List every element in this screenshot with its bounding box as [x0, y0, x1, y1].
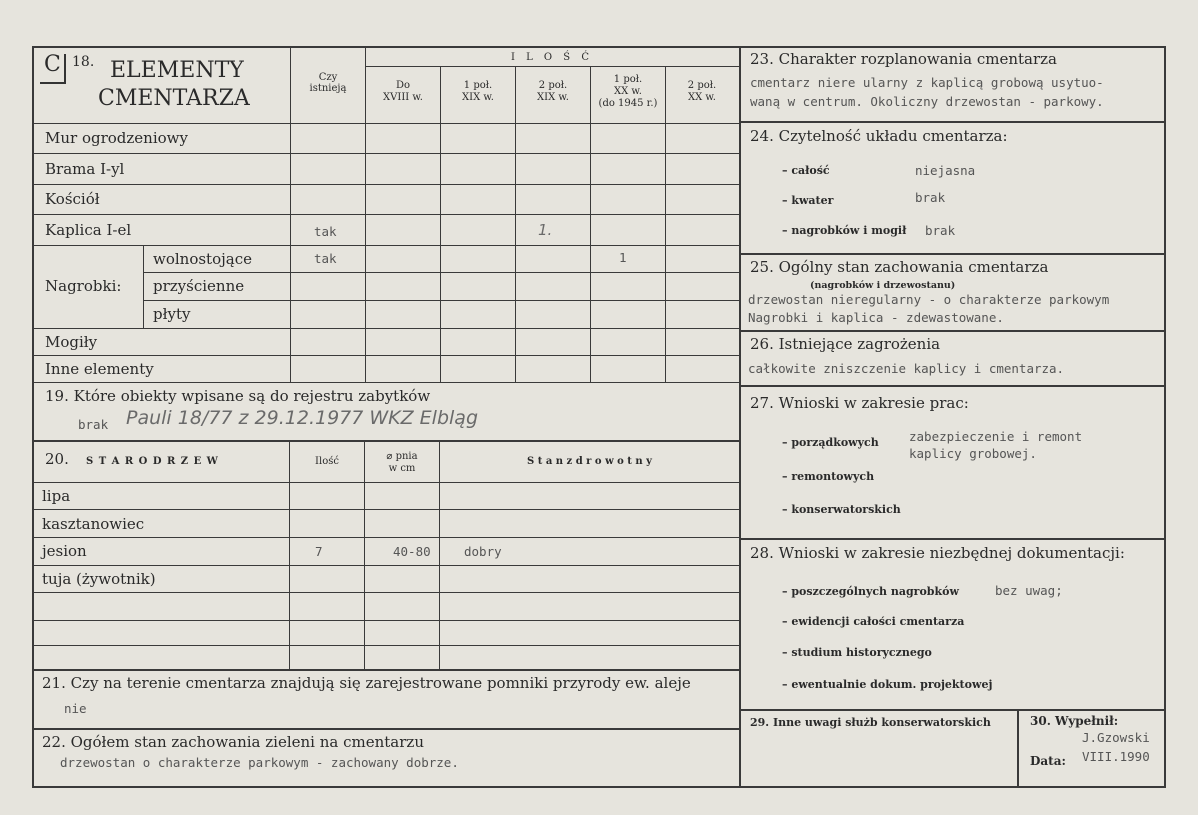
col-2pol-xx-2: XX w.	[688, 92, 716, 103]
s18-hline	[32, 355, 739, 356]
s25-line-2: Nagrobki i kaplica - zdewastowane.	[748, 310, 1004, 325]
s20-hline	[32, 482, 739, 483]
s24-bottom	[740, 253, 1165, 255]
s19-bottom	[32, 440, 740, 442]
s19-label: 19. Które obiekty wpisane są do rejestru zabytków	[45, 387, 431, 405]
row-kaplica: Kaplica I-el	[45, 221, 132, 239]
col-do-xviii-1: Do	[395, 80, 411, 91]
s20-col-ilosc: Ilość	[315, 456, 339, 467]
s20-hline	[32, 645, 739, 646]
col-czy-2: istnieją	[309, 83, 347, 94]
row-mogily: Mogiły	[45, 333, 98, 351]
row-plyty: płyty	[153, 305, 191, 323]
s24-val-kwater: brak	[915, 190, 946, 205]
row-wolnostojace: wolnostojące	[153, 250, 252, 268]
s27-bottom	[740, 538, 1165, 540]
s28-bottom	[740, 709, 1165, 711]
s18-hline	[143, 272, 739, 273]
s28-value-1: bez uwag;	[995, 583, 1063, 598]
s20-col-pien-1: ⌀ pnia	[386, 451, 418, 462]
s25-bottom	[740, 330, 1165, 332]
s18-vline	[665, 66, 666, 382]
s18-ilosc-line	[365, 66, 739, 67]
s28-item-projektowej: – ewentualnie dokum. projektowej	[782, 678, 993, 691]
frame-top	[32, 46, 1166, 48]
s22-value: drzewostan o charakterze parkowym - zachowany dobrze.	[60, 755, 459, 770]
wolno-czy-value: tak	[314, 251, 337, 266]
tree-row-kasztanowiec: kasztanowiec	[42, 515, 145, 533]
col-1pol-xx-3: (do 1945 r.)	[598, 98, 658, 109]
s18-hline	[143, 300, 739, 301]
s20-col-pien-2: w cm	[388, 463, 416, 474]
kaplica-czy-value: tak	[314, 224, 337, 239]
s24-item-kwater: – kwater	[782, 194, 834, 207]
s20-col-stan: S t a n z d r o w o t n y	[527, 456, 652, 467]
jesion-ilosc: 7	[315, 544, 323, 559]
s18-hline	[32, 123, 739, 124]
col-czy-1: Czy	[318, 72, 338, 83]
s18-hline	[32, 153, 739, 154]
s28-item-ewidencji: – ewidencji całości cmentarza	[782, 615, 965, 628]
kaplica-2pol19-value: 1.	[538, 221, 553, 239]
s27-label: 27. Wnioski w zakresie prac:	[750, 394, 969, 412]
s26-label: 26. Istniejące zagrożenia	[750, 335, 941, 353]
col-1pol-xx-1: 1 poł.	[613, 74, 643, 85]
s23-line-1: cmentarz niere ularny z kaplicą grobową usytuo-	[750, 75, 1104, 90]
jesion-pien: 40-80	[393, 544, 431, 559]
tree-row-tuja: tuja (żywotnik)	[42, 570, 156, 588]
s18-vline	[440, 66, 441, 382]
s26-value: całkowite zniszczenie kaplicy i cmentarza.	[748, 361, 1065, 376]
s23-bottom	[740, 121, 1165, 123]
wolno-1pol20-value: 1	[619, 250, 627, 265]
col-2pol-xix-1: 2 poł.	[538, 80, 568, 91]
col-2pol-xix-2: XIX w.	[537, 92, 569, 103]
s20-vline	[439, 440, 440, 669]
row-kosciol: Kościół	[45, 190, 100, 208]
s24-val-nagrobkow: brak	[925, 223, 956, 238]
s20-hline	[32, 620, 739, 621]
center-divider	[739, 46, 741, 788]
s21-label: 21. Czy na terenie cmentarza znajdują się zarejestrowane pomniki przyrody ew. aleje	[42, 674, 691, 692]
s21-value: nie	[64, 701, 87, 716]
s27-value-2: kaplicy grobowej.	[909, 446, 1037, 461]
s30-label: 30. Wypełnił:	[1030, 714, 1119, 728]
s18-nagrobki-vline	[143, 245, 144, 328]
row-mur: Mur ogrodzeniowy	[45, 129, 188, 147]
s30-name: J.Gzowski	[1082, 730, 1150, 745]
frame-right	[1164, 46, 1166, 788]
s24-label: 24. Czytelność układu cmentarza:	[750, 127, 1008, 145]
frame-left	[32, 46, 34, 788]
col-1pol-xx-2: XX w.	[614, 86, 642, 97]
s30-date-label: Data:	[1030, 754, 1066, 768]
s28-item-nagrobkow: – poszczególnych nagrobków	[782, 585, 959, 598]
section-letter: C	[44, 52, 61, 77]
col-ilosc: I L O Ś Ć	[510, 52, 593, 63]
s29-s30-divider	[1017, 709, 1019, 788]
s20-number: 20.	[45, 450, 69, 468]
s18-vline	[515, 66, 516, 382]
s20-bottom	[32, 669, 740, 671]
s19-typed-value: brak	[78, 417, 109, 432]
s25-line-1: drzewostan nieregularny - o charakterze parkowym	[748, 292, 1110, 307]
tree-row-jesion: jesion	[42, 542, 87, 560]
s24-item-calosc: – całość	[782, 164, 830, 177]
s27-item-konserwatorskich: – konserwatorskich	[782, 503, 901, 516]
s24-val-calosc: niejasna	[915, 163, 976, 178]
s20-hline	[32, 537, 739, 538]
s28-label: 28. Wnioski w zakresie niezbędnej dokumentacji:	[750, 544, 1125, 562]
s20-vline	[289, 440, 290, 669]
col-1pol-xix-2: XIX w.	[462, 92, 494, 103]
s29-label: 29. Inne uwagi służb konserwatorskich	[750, 716, 991, 729]
s23-line-2: waną w centrum. Okoliczny drzewostan - parkowy.	[750, 94, 1104, 109]
s20-title: S T A R O D R Z E W	[86, 456, 219, 467]
s27-item-remontowych: – remontowych	[782, 470, 875, 483]
s19-handwritten: Pauli 18/77 z 29.12.1977 WKZ Elbląg	[126, 407, 479, 429]
s20-hline	[32, 509, 739, 510]
s18-vline	[590, 66, 591, 382]
row-przyscienne: przyścienne	[153, 277, 245, 295]
s30-date-value: VIII.1990	[1082, 749, 1150, 764]
s18-title-1: ELEMENTY	[110, 58, 244, 83]
col-2pol-xx-1: 2 poł.	[687, 80, 717, 91]
tree-row-lipa: lipa	[42, 487, 71, 505]
col-1pol-xix-1: 1 poł.	[463, 80, 493, 91]
s28-item-studium: – studium historycznego	[782, 646, 932, 659]
s25-sub: (nagrobków i drzewostanu)	[810, 280, 956, 291]
s26-bottom	[740, 385, 1165, 387]
s18-hline	[32, 382, 739, 383]
frame-bottom	[32, 786, 1166, 788]
s20-hline	[32, 592, 739, 593]
s18-hline	[32, 328, 739, 329]
s22-label: 22. Ogółem stan zachowania zieleni na cmentarzu	[42, 733, 424, 751]
s21-bottom	[32, 728, 740, 730]
s18-title-2: CMENTARZA	[98, 86, 250, 111]
s27-item-porzadkowych: – porządkowych	[782, 436, 879, 449]
s18-hline	[32, 184, 739, 185]
s18-hline	[32, 245, 739, 246]
s24-item-nagrobkow: – nagrobków i mogił	[782, 224, 907, 237]
row-nagrobki: Nagrobki:	[45, 277, 122, 295]
s18-hline	[32, 214, 739, 215]
s20-hline	[32, 565, 739, 566]
col-do-xviii-2: XVIII w.	[383, 92, 423, 103]
s27-value-1: zabezpieczenie i remont	[909, 429, 1083, 444]
row-brama: Brama I-yl	[45, 160, 125, 178]
row-inne: Inne elementy	[45, 360, 154, 378]
s18-number: 18.	[72, 54, 95, 70]
jesion-stan: dobry	[464, 544, 502, 559]
s25-label: 25. Ogólny stan zachowania cmentarza	[750, 258, 1049, 276]
s20-vline	[364, 440, 365, 669]
s23-label: 23. Charakter rozplanowania cmentarza	[750, 50, 1057, 68]
